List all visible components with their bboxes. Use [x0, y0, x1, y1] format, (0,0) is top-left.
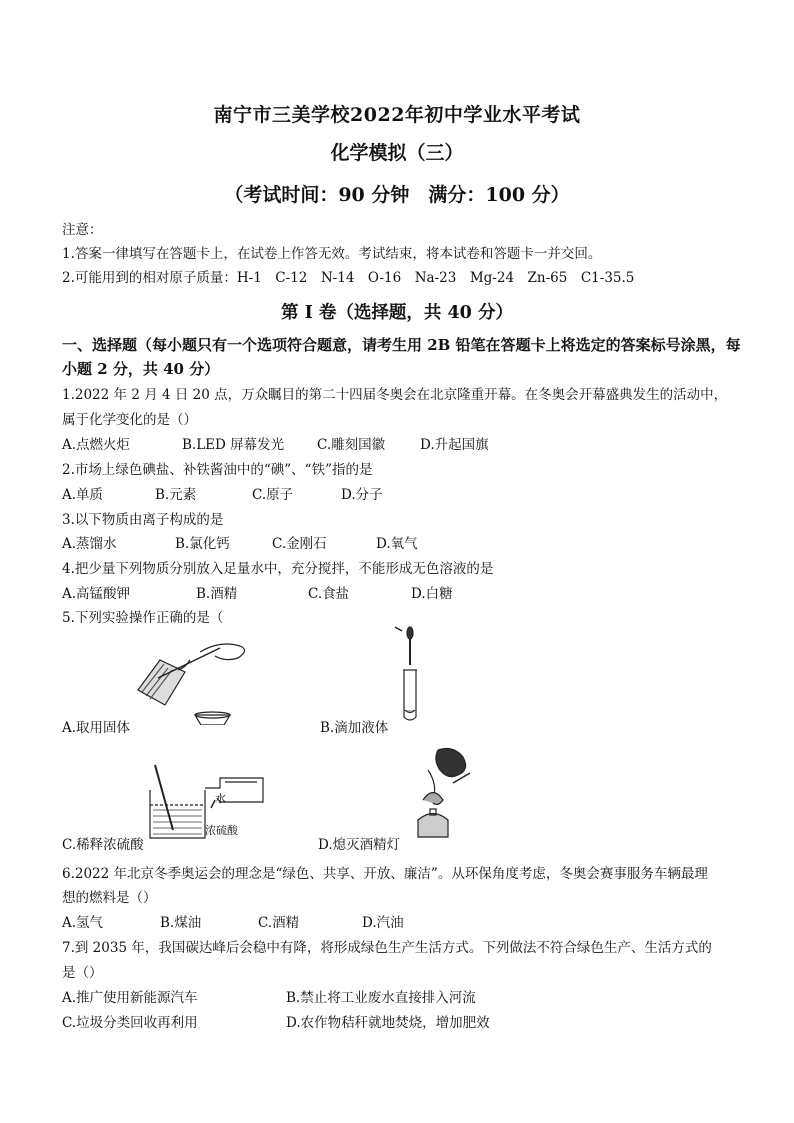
- q3-stem: 3.以下物质由离子构成的是: [62, 512, 224, 528]
- q1-stem-1: 1.2022 年 2 月 4 日 20 点，万众瞩目的第二十四届冬奥会在北京隆重开幕。在冬奥会开幕盛典发生的活动中，: [62, 387, 728, 403]
- q4-option-b: B.酒精: [196, 586, 238, 602]
- q6-stem-1: 6.2022 年北京冬季奥运会的理念是“绿色、共享、开放、廉洁”。从环保角度考虑，冬奥会赛事服务车辆最理: [62, 866, 708, 882]
- note-1: 1.答案一律填写在答题卡上，在试卷上作答无效。考试结束，将本试卷和答题卡一并交回。: [62, 246, 602, 262]
- q7-stem-2: 是（）: [62, 965, 103, 981]
- q3-option-b: B.氯化钙: [175, 536, 230, 552]
- q3-option-d: D.氧气: [376, 536, 418, 552]
- exam-title: 南宁市三美学校2022年初中学业水平考试: [213, 104, 581, 126]
- q6-option-b: B.煤油: [160, 915, 202, 931]
- exam-info: （考试时间：90 分钟 满分：100 分）: [224, 184, 570, 206]
- q2-option-b: B.元素: [155, 487, 197, 503]
- q4-stem: 4.把少量下列物质分别放入足量水中，充分搅拌，不能形成无色溶液的是: [62, 561, 494, 577]
- q7-option-c: C.垃圾分类回收再利用: [62, 1015, 198, 1031]
- q3-option-a: A.蒸馏水: [62, 536, 117, 552]
- q7-option-b: B.禁止将工业废水直接排入河流: [286, 990, 476, 1006]
- note-2: 2.可能用到的相对原子质量：H-1 C-12 N-14 O-16 Na-23 Mg-24 Zn-65 C1-35.5: [62, 270, 635, 286]
- section-heading: 一、选择题（每小题只有一个选项符合题意，请考生用 2B 铅笔在答题卡上将选定的答案标号涂黑，每小题 2 分，共 40 分）: [62, 336, 741, 378]
- q5-option-a: A.取用固体: [62, 720, 131, 736]
- q1-option-d: D.升起国旗: [420, 437, 489, 453]
- q2-option-d: D.分子: [341, 487, 383, 503]
- q1-option-b: B.LED 屏幕发光: [182, 437, 285, 453]
- q7-option-a: A.推广使用新能源汽车: [62, 990, 198, 1006]
- q3-option-c: C.金刚石: [272, 536, 327, 552]
- figure-extinguish-lamp: [408, 745, 478, 845]
- q4-option-a: A.高锰酸钾: [62, 586, 131, 602]
- figure-label-water: 水: [215, 792, 226, 805]
- notes-label: 注意：: [62, 222, 103, 238]
- q5-option-d: D.熄灭酒精灯: [318, 837, 401, 853]
- figure-label-acid: 浓硫酸: [205, 824, 238, 837]
- q6-option-a: A.氢气: [62, 915, 104, 931]
- q2-option-c: C.原子: [252, 487, 294, 503]
- figure-drop-liquid: [390, 625, 430, 725]
- q5-option-c: C.稀释浓硫酸: [62, 837, 144, 853]
- q1-option-a: A.点燃火炬: [62, 437, 131, 453]
- q4-option-c: C.食盐: [308, 586, 350, 602]
- figure-take-solid: [130, 640, 260, 725]
- q7-option-d: D.农作物秸秆就地焚烧，增加肥效: [286, 1015, 490, 1031]
- q7-stem-1: 7.到 2035 年，我国碳达峰后会稳中有降，将形成绿色生产生活方式。下列做法不符合绿色生产、生活方式的: [62, 940, 712, 956]
- q6-stem-2: 想的燃料是（）: [62, 890, 157, 906]
- q6-option-c: C.酒精: [258, 915, 300, 931]
- q5-stem: 5.下列实验操作正确的是（: [62, 610, 224, 626]
- exam-subtitle: 化学模拟（三）: [330, 142, 464, 164]
- q6-option-d: D.汽油: [362, 915, 404, 931]
- section-title: 第 I 卷（选择题，共 40 分）: [281, 303, 513, 323]
- q2-stem: 2.市场上绿色碘盐、补铁酱油中的“碘”、“铁”指的是: [62, 462, 373, 478]
- q1-option-c: C.雕刻国徽: [317, 437, 386, 453]
- q1-stem-2: 属于化学变化的是（）: [62, 412, 197, 428]
- q5-option-b: B.滴加液体: [320, 720, 389, 736]
- q4-option-d: D.白糖: [411, 586, 453, 602]
- q2-option-a: A.单质: [62, 487, 104, 503]
